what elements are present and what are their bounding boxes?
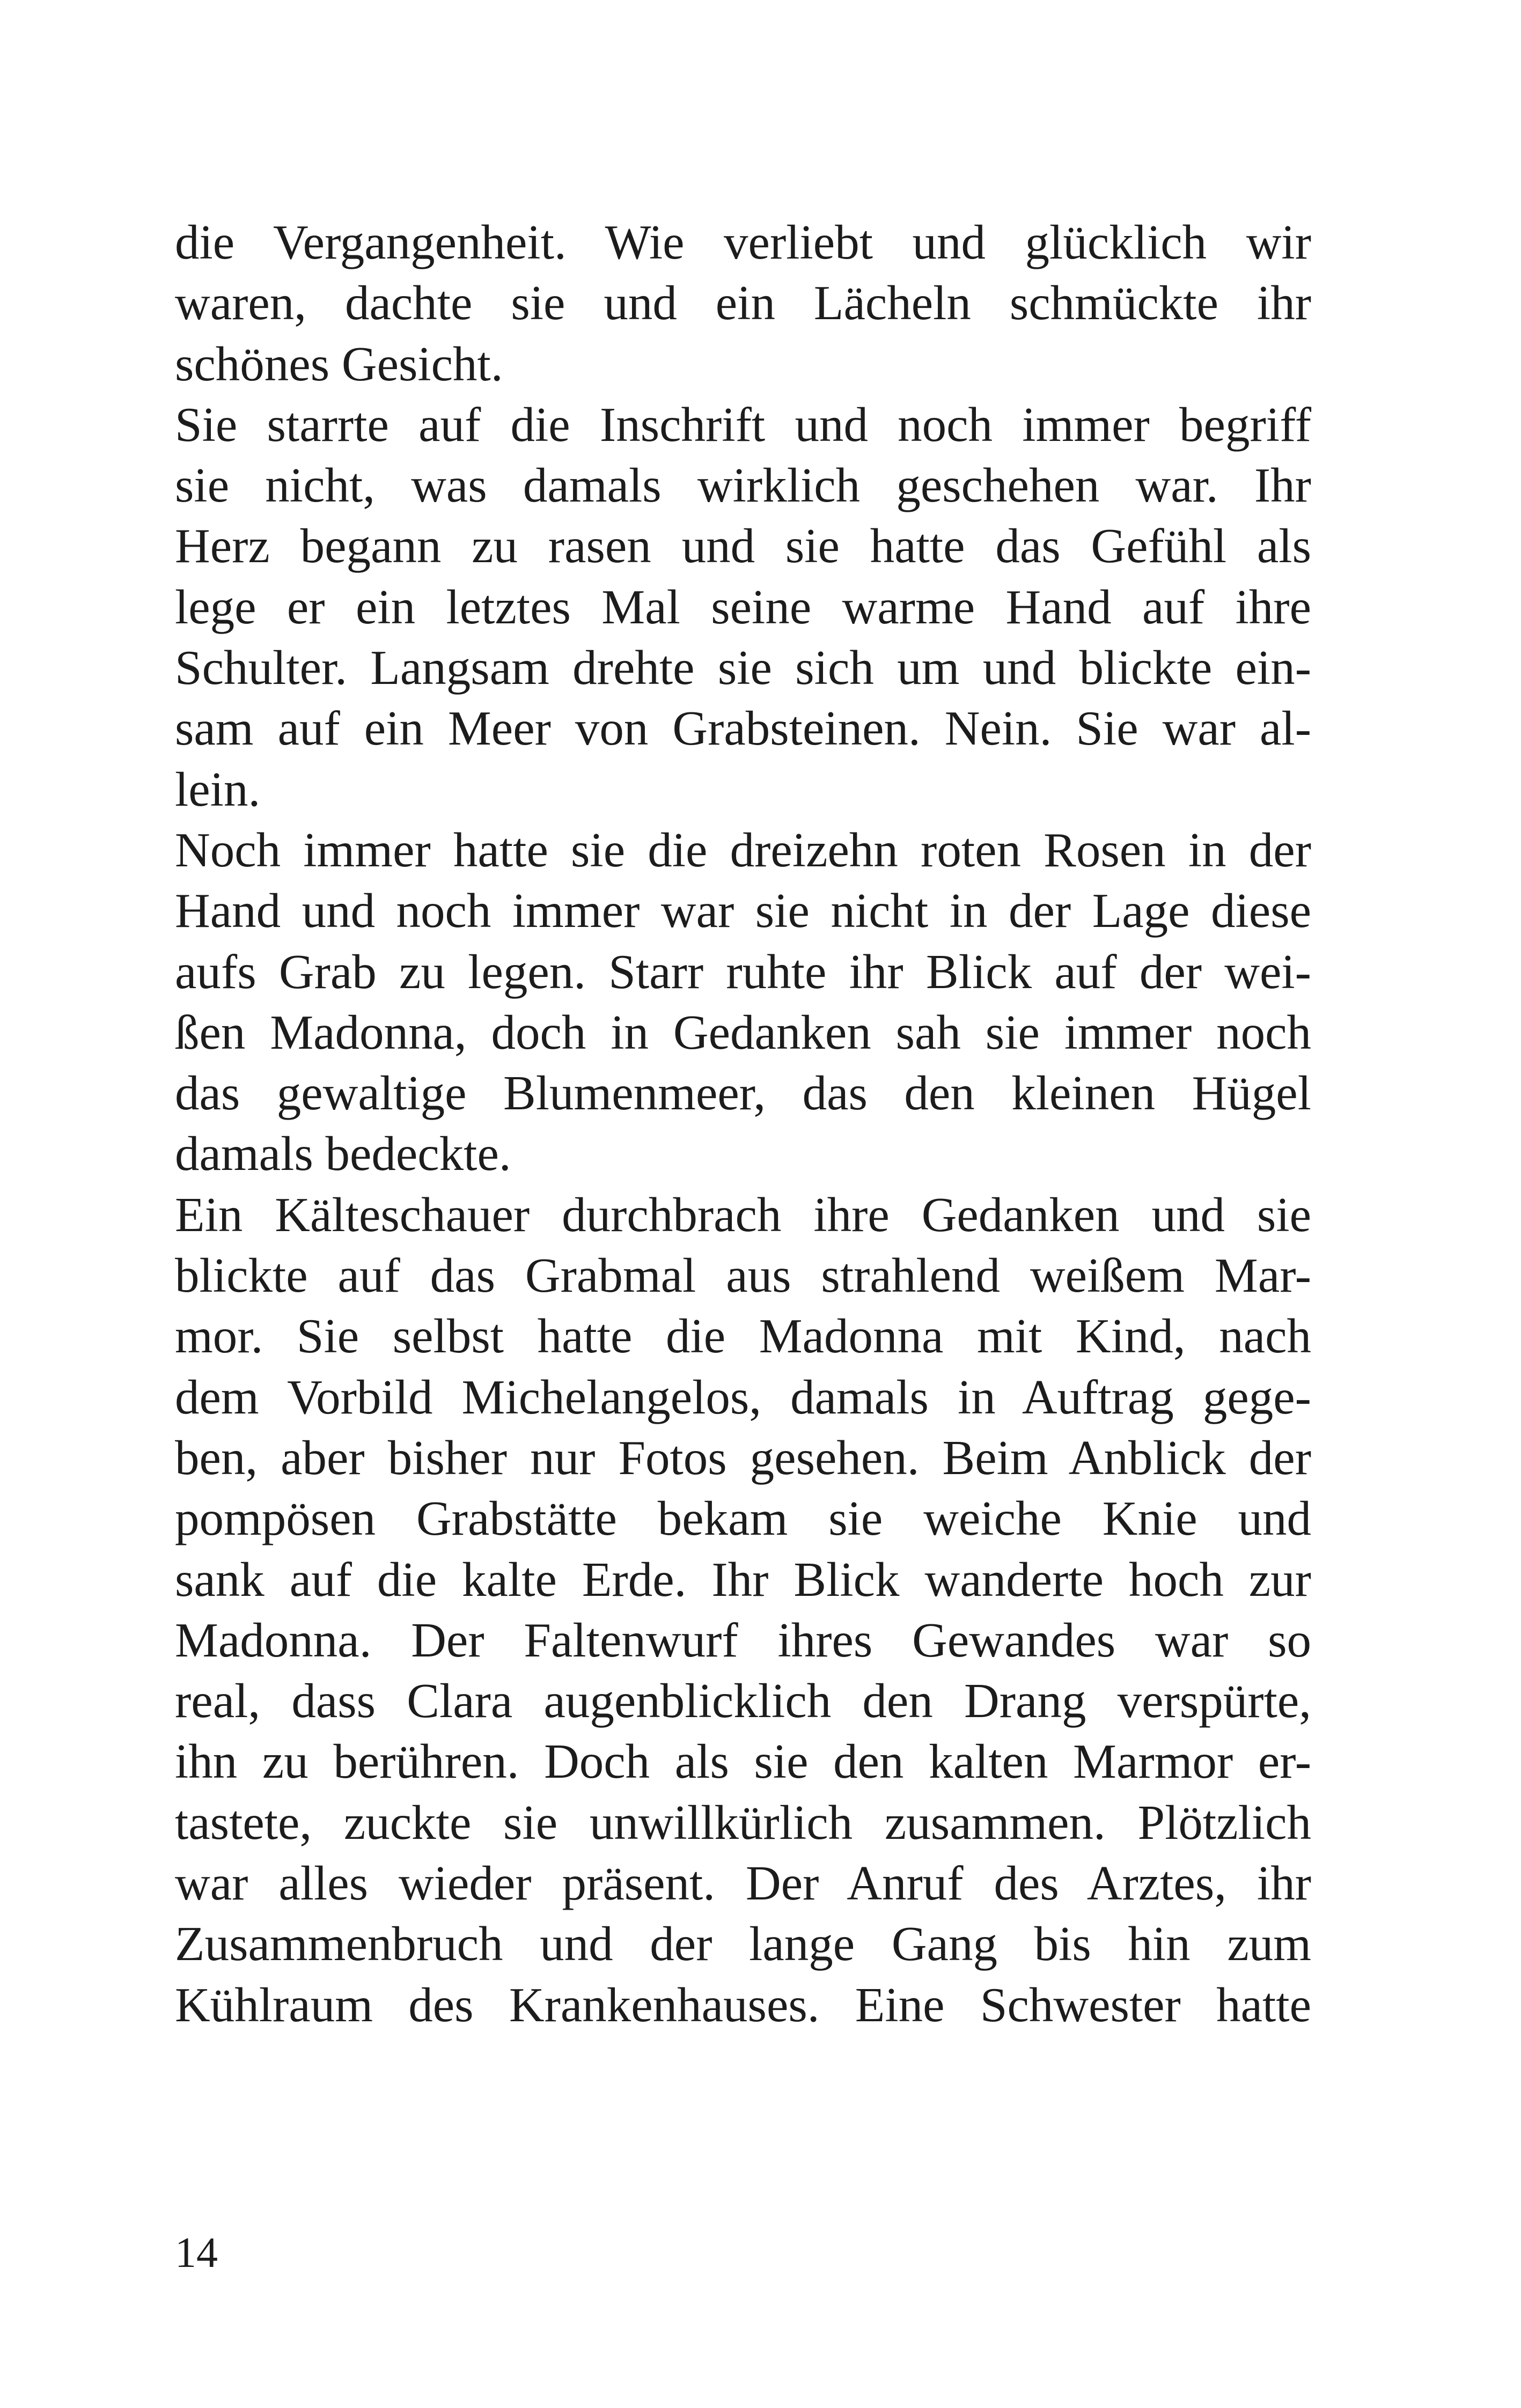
text-line: Zusammenbruch und der lange Gang bis hin zum (175, 1917, 1311, 1971)
text-line: war alles wieder präsent. Der Anruf des Arztes, ihr (175, 1856, 1311, 1911)
text-line: damals bedeckte. (175, 1126, 511, 1181)
text-line: sam auf ein Meer von Grabsteinen. Nein. Sie war al- (175, 701, 1311, 756)
text-line: ben, aber bisher nur Fotos gesehen. Beim Anblick der (175, 1430, 1311, 1485)
text-line: Hand und noch immer war sie nicht in der Lage diese (175, 883, 1311, 938)
page-number: 14 (175, 2229, 218, 2277)
text-line: sank auf die kalte Erde. Ihr Blick wanderte hoch zur (175, 1552, 1311, 1607)
text-line: Herz begann zu rasen und sie hatte das Gefühl als (175, 519, 1311, 573)
text-line: real, dass Clara augenblicklich den Drang verspürte, (175, 1674, 1311, 1728)
text-line: ßen Madonna, doch in Gedanken sah sie immer noch (175, 1005, 1311, 1059)
text-line: Sie starrte auf die Inschrift und noch immer begriff (175, 397, 1311, 452)
text-line: ihn zu berühren. Doch als sie den kalten Marmor er- (175, 1734, 1311, 1789)
text-line: lein. (175, 762, 261, 816)
text-line: das gewaltige Blumenmeer, das den kleinen Hügel (175, 1066, 1311, 1121)
text-line: lege er ein letztes Mal seine warme Hand auf ihre (175, 579, 1311, 634)
body-text (175, 212, 1311, 2035)
text-line: tastete, zuckte sie unwillkürlich zusammen. Plötzlich (175, 1795, 1311, 1850)
text-line: Noch immer hatte sie die dreizehn roten Rosen in der (175, 822, 1311, 877)
text-line: sie nicht, was damals wirklich geschehen war. Ihr (175, 458, 1311, 513)
text-line: aufs Grab zu legen. Starr ruhte ihr Blick auf der wei- (175, 944, 1311, 999)
text-line: blickte auf das Grabmal aus strahlend weißem Mar- (175, 1248, 1311, 1303)
text-line: Schulter. Langsam drehte sie sich um und blickte ein- (175, 640, 1311, 695)
text-line: schönes Gesicht. (175, 336, 503, 391)
text-line: waren, dachte sie und ein Lächeln schmückte ihr (175, 276, 1311, 330)
text-line: mor. Sie selbst hatte die Madonna mit Kind, nach (175, 1309, 1311, 1364)
text-line: dem Vorbild Michelangelos, damals in Auftrag gege- (175, 1369, 1311, 1424)
text-line: die Vergangenheit. Wie verliebt und glücklich wir (175, 215, 1311, 269)
text-line: Kühlraum des Krankenhauses. Eine Schwester hatte (175, 1977, 1311, 2032)
text-line: Ein Kälteschauer durchbrach ihre Gedanken und sie (175, 1187, 1311, 1242)
text-line: pompösen Grabstätte bekam sie weiche Knie und (175, 1491, 1311, 1546)
text-line: Madonna. Der Faltenwurf ihres Gewandes war so (175, 1612, 1311, 1667)
